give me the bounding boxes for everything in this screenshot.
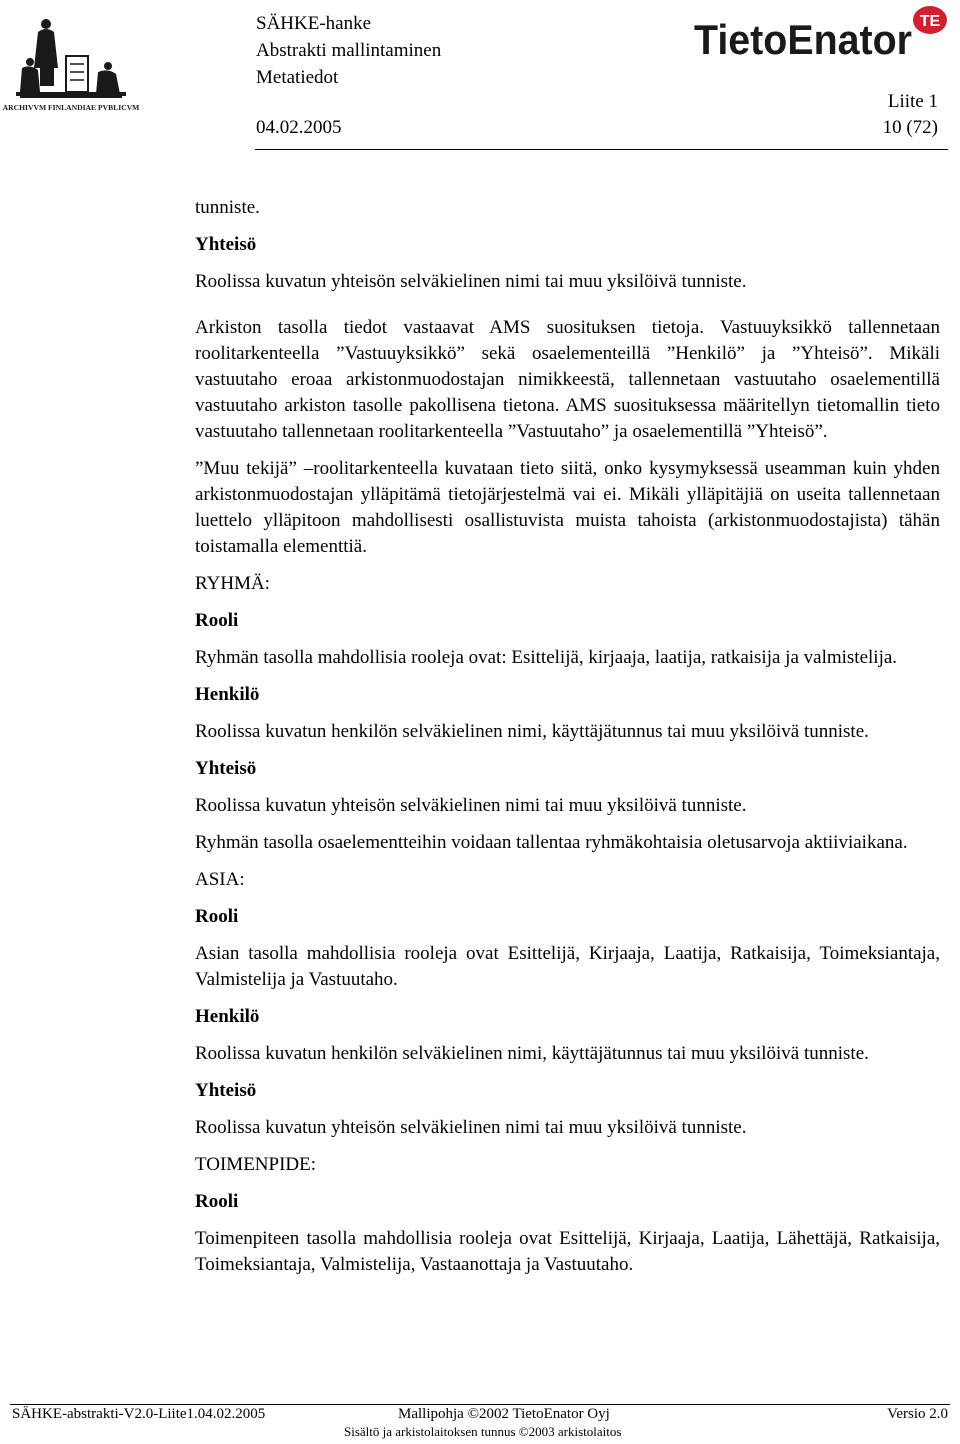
footer-filename: SÄHKE-abstrakti-V2.0-Liite1.04.02.2005 [12,1406,266,1422]
paragraph: Ryhmän tasolla osaelementteihin voidaan tallentaa ryhmäkohtaisia oletusarvoja aktiiviaikana. [195,832,908,853]
paragraph: ”Muu tekijä” –roolitarkenteella kuvataan tieto siitä, onko kysymyksessä useamman kuin yhden arkistonmuodostajan ylläpitämä tietojärjestelmä vai ei. Mikäli ylläpitäjiä on useita tallennetaan luettelo ylläpitoon mahdollisesti osallistuvista muista tahoista (arkistonmuodostajista) tähän toistamalla elementtiä. [195,458,940,557]
header-date: 04.02.2005 [256,117,342,138]
section-label: RYHMÄ: [195,573,270,594]
tietoenator-logo-text: TietoEnator [694,16,912,63]
subheading: Henkilö [195,684,260,705]
section-label: TOIMENPIDE: [195,1154,317,1175]
subheading: Yhteisö [195,1080,257,1101]
header-project: SÄHKE-hanke [256,13,372,34]
appendix-label: Liite 1 [887,91,938,112]
subheading: Yhteisö [195,758,257,779]
document-body [195,195,940,1289]
header-block [256,10,441,91]
subheading: Rooli [195,1191,239,1212]
paragraph: Roolissa kuvatun henkilön selväkielinen nimi, käyttäjätunnus tai muu yksilöivä tunniste. [195,1043,869,1064]
paragraph: tunniste. [195,197,260,218]
archive-logo-text: ARCHIVVM FINLANDIAE PVBLICVM [2,103,140,112]
paragraph: Ryhmän tasolla mahdollisia rooleja ovat: Esittelijä, kirjaaja, laatija, ratkaisija ja valmistelija. [195,647,898,668]
subheading: Henkilö [195,1006,260,1027]
te-badge-text: TE [919,13,941,30]
section-label: ASIA: [195,869,245,890]
footer-divider [10,1404,950,1405]
paragraph: Asian tasolla mahdollisia rooleja ovat Esittelijä, Kirjaaja, Laatija, Ratkaisija, Toimeksiantaja, Valmistelija ja Vastuutaho. [195,943,940,990]
header-topic: Metatiedot [256,67,339,88]
footer-template: Mallipohja ©2002 TietoEnator Oyj [398,1406,610,1422]
archive-logo [2,8,140,116]
paragraph: Roolissa kuvatun henkilön selväkielinen nimi, käyttäjätunnus tai muu yksilöivä tunniste. [195,721,869,742]
paragraph: Arkiston tasolla tiedot vastaavat AMS suosituksen tietoja. Vastuuyksikkö tallennetaan roolitarkenteella ”Vastuuyksikkö” sekä osaelementeillä ”Henkilö” ja ”Yhteisö”. Mikäli vastuutaho eroaa arkistonmuodostajan nimikkeestä, tallennetaan vastuutaho osaelementillä vastuutaho arkiston tasolle pakollisena tietona. AMS suosituksessa määritellyn tietomallin tieto vastuutaho tallennetaan roolitarkenteella ”Vastuutaho” ja osaelementillä ”Yhteisö”. [195,317,940,442]
tietoenator-logo [694,4,948,63]
paragraph: Toimenpiteen tasolla mahdollisia rooleja ovat Esittelijä, Kirjaaja, Laatija, Lähettäjä, Ratkaisija, Toimeksiantaja, Valmistelija, Vastaanottaja ja Vastuutaho. [195,1228,940,1275]
header-divider [255,149,948,150]
paragraph: Roolissa kuvatun yhteisön selväkielinen nimi tai muu yksilöivä tunniste. [195,271,747,292]
paragraph: Roolissa kuvatun yhteisön selväkielinen nimi tai muu yksilöivä tunniste. [195,1117,747,1138]
page-number: 10 (72) [882,117,938,138]
paragraph: Roolissa kuvatun yhteisön selväkielinen nimi tai muu yksilöivä tunniste. [195,795,747,816]
subheading: Rooli [195,906,239,927]
header-subtitle: Abstrakti mallintaminen [256,40,442,61]
subheading: Yhteisö [195,234,257,255]
footer-version: Versio 2.0 [887,1406,948,1422]
footer-copyright: Sisältö ja arkistolaitoksen tunnus ©2003 arkistolaitos [344,1424,622,1439]
subheading: Rooli [195,610,239,631]
